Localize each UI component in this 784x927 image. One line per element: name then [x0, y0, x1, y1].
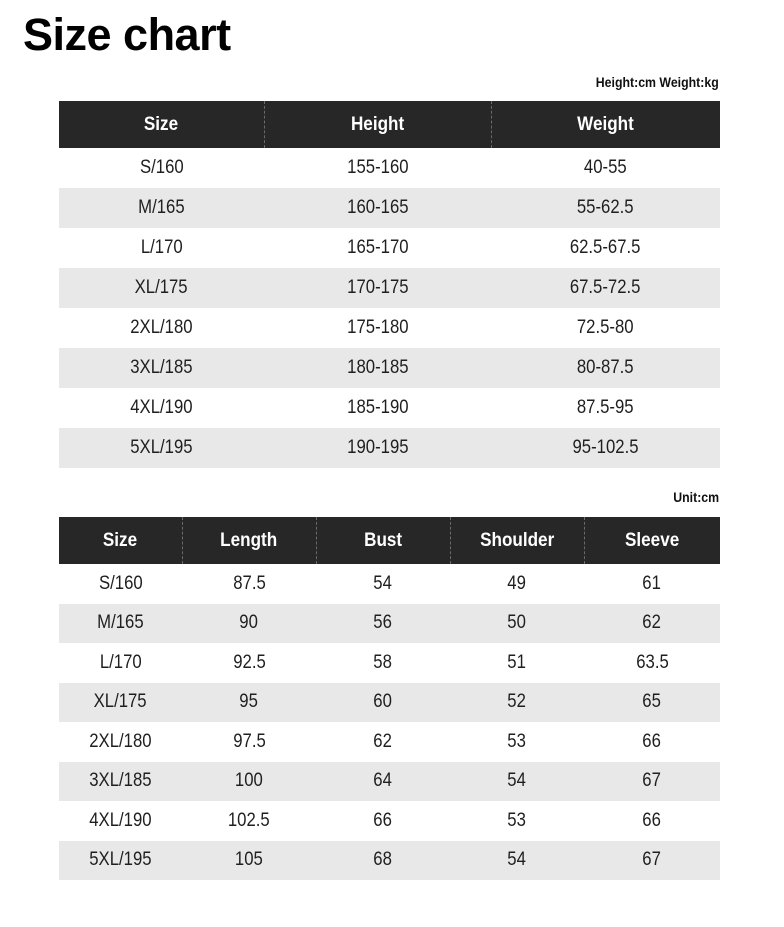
- page-title: Size chart: [23, 9, 231, 60]
- table-cell: 155-160: [346, 157, 409, 178]
- table-cell: 52: [450, 683, 584, 723]
- table-cell: 66: [642, 809, 662, 831]
- table-header-row: [59, 517, 720, 564]
- table-cell: 100: [182, 762, 316, 802]
- table-cell: S/160: [139, 157, 184, 178]
- table-cell: 49: [507, 572, 527, 594]
- table-cell: 5XL/195: [59, 428, 264, 468]
- table-cell: M/165: [59, 604, 182, 644]
- table-cell: 4XL/190: [89, 809, 152, 831]
- table-row: [59, 228, 720, 268]
- table-cell: 165-170: [346, 237, 409, 258]
- table-cell: M/165: [59, 188, 264, 228]
- table-cell: 56: [316, 604, 450, 644]
- column-header-height: Height: [264, 101, 491, 148]
- table-cell: 67.5-72.5: [491, 268, 720, 308]
- table-cell: 51: [507, 651, 527, 673]
- table-cell: 2XL/180: [130, 317, 193, 338]
- table-cell: 170-175: [264, 268, 491, 308]
- table-cell: 68: [316, 841, 450, 881]
- table-cell: 40-55: [584, 157, 627, 178]
- table-cell: 5XL/195: [59, 841, 182, 881]
- column-header-shoulder: Shoulder: [450, 517, 584, 564]
- table-cell: 53: [507, 730, 527, 752]
- table-cell: 53: [507, 809, 527, 831]
- table-row: [59, 841, 720, 881]
- table-row: [59, 762, 720, 802]
- table-cell: 95-102.5: [491, 428, 720, 468]
- table-cell: 185-190: [346, 397, 409, 418]
- table-cell: 67: [584, 762, 720, 802]
- table-row: [59, 388, 720, 428]
- table-cell: 62: [584, 604, 720, 644]
- table-cell: 4XL/190: [130, 397, 193, 418]
- table-cell: 95: [182, 683, 316, 723]
- table-row: [59, 308, 720, 348]
- table-cell: 80-87.5: [491, 348, 720, 388]
- table-cell: 3XL/185: [59, 348, 264, 388]
- table-cell: S/160: [98, 572, 143, 594]
- column-header-length: Length: [182, 517, 316, 564]
- table-cell: 62.5-67.5: [570, 237, 641, 258]
- column-header-weight: Weight: [491, 101, 720, 148]
- table-row: [59, 801, 720, 841]
- table-cell: 2XL/180: [89, 730, 152, 752]
- table-cell: 190-195: [264, 428, 491, 468]
- table-cell: 180-185: [264, 348, 491, 388]
- table-cell: 160-165: [264, 188, 491, 228]
- table-cell: 87.5: [232, 572, 266, 594]
- table-cell: 66: [642, 730, 662, 752]
- table-row: [59, 643, 720, 683]
- table-cell: 67: [584, 841, 720, 881]
- table-header-row: [59, 101, 720, 148]
- table-cell: 66: [373, 809, 393, 831]
- table-cell: 90: [182, 604, 316, 644]
- table-cell: 54: [450, 762, 584, 802]
- column-header-sleeve: Sleeve: [584, 517, 720, 564]
- height-weight-table: [59, 101, 720, 468]
- table-row: [59, 348, 720, 388]
- table-row: [59, 683, 720, 723]
- table-cell: 72.5-80: [577, 317, 634, 338]
- table-cell: 50: [450, 604, 584, 644]
- table-cell: XL/175: [59, 268, 264, 308]
- table-cell: 60: [316, 683, 450, 723]
- table-row: [59, 148, 720, 188]
- column-header-bust: Bust: [316, 517, 450, 564]
- table-cell: 54: [373, 572, 393, 594]
- table-cell: 175-180: [346, 317, 409, 338]
- table-row: [59, 564, 720, 604]
- table-cell: 92.5: [232, 651, 266, 673]
- height-weight-unit-note: Height:cm Weight:kg: [596, 74, 719, 90]
- table-cell: 65: [584, 683, 720, 723]
- table-cell: 3XL/185: [59, 762, 182, 802]
- table-row: [59, 604, 720, 644]
- table-cell: XL/175: [59, 683, 182, 723]
- column-header-size: Size: [59, 101, 264, 148]
- table-row: [59, 268, 720, 308]
- table-cell: 58: [373, 651, 393, 673]
- table-cell: 102.5: [228, 809, 270, 831]
- table-row: [59, 722, 720, 762]
- table-cell: 105: [182, 841, 316, 881]
- table-cell: L/170: [99, 651, 142, 673]
- table-row: [59, 428, 720, 468]
- measurement-unit-note: Unit:cm: [673, 489, 719, 505]
- table-cell: 54: [450, 841, 584, 881]
- table-cell: L/170: [140, 237, 183, 258]
- table-cell: 97.5: [232, 730, 266, 752]
- table-row: [59, 188, 720, 228]
- table-cell: 62: [373, 730, 393, 752]
- table-cell: 55-62.5: [491, 188, 720, 228]
- table-cell: 87.5-95: [577, 397, 634, 418]
- table-cell: 64: [316, 762, 450, 802]
- table-cell: 63.5: [635, 651, 669, 673]
- column-header-size: Size: [59, 517, 182, 564]
- table-cell: 61: [642, 572, 662, 594]
- garment-measurement-table: [59, 517, 720, 880]
